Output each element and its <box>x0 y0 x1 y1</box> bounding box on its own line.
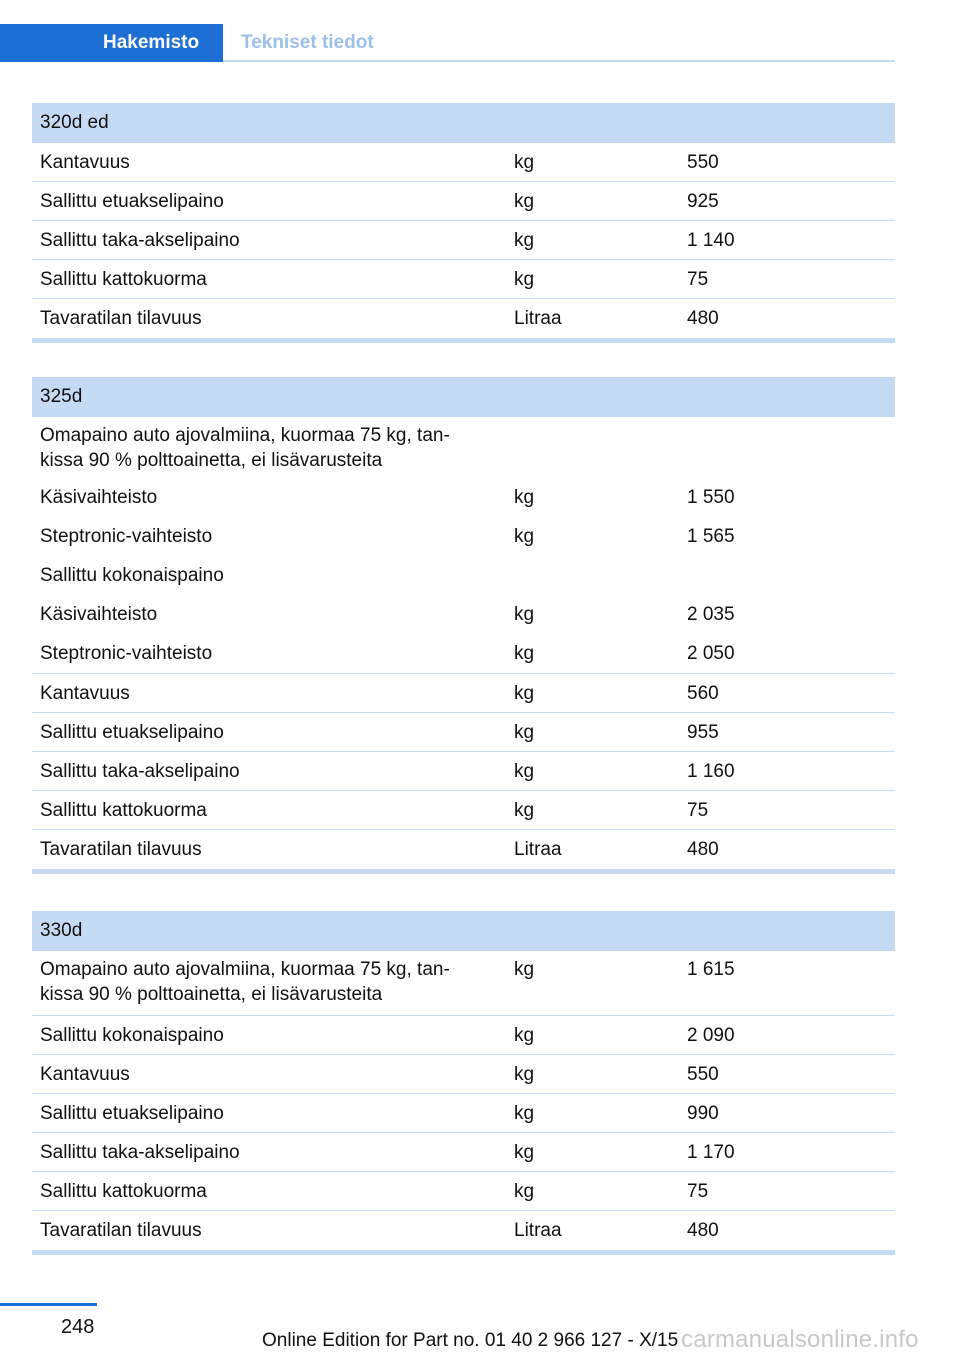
section-end-rule <box>32 1250 895 1255</box>
table-row <box>32 752 895 791</box>
row-label: Kantavuus <box>40 683 130 704</box>
table-row <box>32 1172 895 1211</box>
row-unit <box>506 563 679 595</box>
top-navigation <box>0 24 895 62</box>
tab-hakemisto[interactable]: Hakemisto <box>0 24 223 62</box>
row-label: Kantavuus <box>40 1064 130 1085</box>
row-unit: kg <box>514 1181 535 1202</box>
row-unit: kg <box>514 1064 535 1085</box>
row-label: Tavaratilan tilavuus <box>40 308 202 329</box>
row-label: Sallittu taka-akselipaino <box>40 230 240 251</box>
row-label: Sallittu kokonaispaino <box>40 565 224 586</box>
row-unit: kg <box>514 959 535 980</box>
row-unit: kg <box>514 152 535 173</box>
row-unit <box>506 423 679 478</box>
row-unit: kg <box>514 526 535 547</box>
row-unit: kg <box>514 191 535 212</box>
row-unit: Litraa <box>514 839 562 860</box>
row-label: Sallittu kattokuorma <box>40 269 207 290</box>
row-label: Sallittu kattokuorma <box>40 800 207 821</box>
row-value: 2 050 <box>687 643 735 664</box>
row-label: Kantavuus <box>40 152 130 173</box>
row-label: Steptronic-vaihteisto <box>40 643 213 664</box>
spec-table-330d <box>32 911 895 1255</box>
row-label: Tavaratilan tilavuus <box>40 839 202 860</box>
nav-divider <box>223 60 895 62</box>
table-row <box>32 635 895 674</box>
table-row <box>32 830 895 869</box>
row-unit: kg <box>514 269 535 290</box>
row-value: 1 550 <box>687 487 735 508</box>
table-row <box>32 951 895 1016</box>
table-row <box>32 557 895 596</box>
row-value: 2 090 <box>687 1025 735 1046</box>
watermark: carmanualsonline.info <box>681 1326 919 1353</box>
row-label: Käsivaihteisto <box>40 604 158 625</box>
table-row <box>32 596 895 635</box>
spec-table-320d-ed <box>32 103 895 343</box>
row-unit: kg <box>514 1025 535 1046</box>
row-value: 925 <box>687 191 719 212</box>
row-unit: kg <box>514 604 535 625</box>
row-value: 1 170 <box>687 1142 735 1163</box>
section-title: 320d ed <box>32 103 895 143</box>
row-value: 1 160 <box>687 761 735 782</box>
row-label: Sallittu kokonaispaino <box>40 1025 224 1046</box>
section-end-rule <box>32 338 895 343</box>
row-value: 75 <box>687 269 709 290</box>
table-row <box>32 182 895 221</box>
table-row <box>32 1133 895 1172</box>
row-label: Sallittu etuakselipaino <box>40 722 224 743</box>
table-row <box>32 791 895 830</box>
row-value: 550 <box>687 152 719 173</box>
row-unit: kg <box>514 1103 535 1124</box>
row-value <box>679 423 895 478</box>
row-value: 1 615 <box>687 959 735 980</box>
table-row <box>32 1055 895 1094</box>
row-value: 1 565 <box>687 526 735 547</box>
table-row <box>32 713 895 752</box>
row-unit: kg <box>514 761 535 782</box>
row-label: Omapaino auto ajovalmiina, kuormaa 75 kg, tan- kissa 90 % polttoainetta, ei lisävarusteita <box>40 959 450 1005</box>
row-value: 75 <box>687 800 709 821</box>
row-unit: kg <box>514 683 535 704</box>
table-row <box>32 260 895 299</box>
row-label: Omapaino auto ajovalmiina, kuormaa 75 kg, tan- kissa 90 % polttoainetta, ei lisävarusteita <box>40 425 450 471</box>
table-row <box>32 1211 895 1250</box>
table-row <box>32 1094 895 1133</box>
row-value: 2 035 <box>687 604 735 625</box>
row-value: 480 <box>687 308 719 329</box>
row-label: Tavaratilan tilavuus <box>40 1220 202 1241</box>
table-row <box>32 518 895 557</box>
row-value: 75 <box>687 1181 709 1202</box>
table-row <box>32 674 895 713</box>
row-value: 990 <box>687 1103 719 1124</box>
row-label: Sallittu kattokuorma <box>40 1181 207 1202</box>
section-title: 330d <box>32 911 895 951</box>
row-label: Sallittu etuakselipaino <box>40 1103 224 1124</box>
row-value: 480 <box>687 1220 719 1241</box>
tab-tekniset-tiedot[interactable]: Tekniset tiedot <box>241 32 374 53</box>
page-number: 248 <box>61 1316 95 1338</box>
row-unit: kg <box>514 230 535 251</box>
row-label: Sallittu taka-akselipaino <box>40 761 240 782</box>
table-row <box>32 1016 895 1055</box>
row-label: Sallittu taka-akselipaino <box>40 1142 240 1163</box>
section-title: 325d <box>32 377 895 417</box>
row-unit: kg <box>514 1142 535 1163</box>
row-unit: kg <box>514 800 535 821</box>
row-unit: kg <box>514 722 535 743</box>
row-label: Steptronic-vaihteisto <box>40 526 213 547</box>
table-row <box>32 221 895 260</box>
row-value: 480 <box>687 839 719 860</box>
row-value: 560 <box>687 683 719 704</box>
spec-table-325d <box>32 377 895 874</box>
row-value: 1 140 <box>687 230 735 251</box>
edition-text: Online Edition for Part no. 01 40 2 966 127 - X/15 <box>262 1330 679 1351</box>
row-label: Sallittu etuakselipaino <box>40 191 224 212</box>
table-row <box>32 143 895 182</box>
table-row <box>32 299 895 338</box>
section-end-rule <box>32 869 895 874</box>
row-value: 955 <box>687 722 719 743</box>
row-unit: kg <box>514 487 535 508</box>
row-unit: Litraa <box>514 1220 562 1241</box>
table-row <box>32 417 895 479</box>
row-label: Käsivaihteisto <box>40 487 158 508</box>
row-value <box>679 563 895 595</box>
row-value: 550 <box>687 1064 719 1085</box>
page-number-rule <box>0 1303 97 1306</box>
row-unit: kg <box>514 643 535 664</box>
row-unit: Litraa <box>514 308 562 329</box>
table-row <box>32 479 895 518</box>
